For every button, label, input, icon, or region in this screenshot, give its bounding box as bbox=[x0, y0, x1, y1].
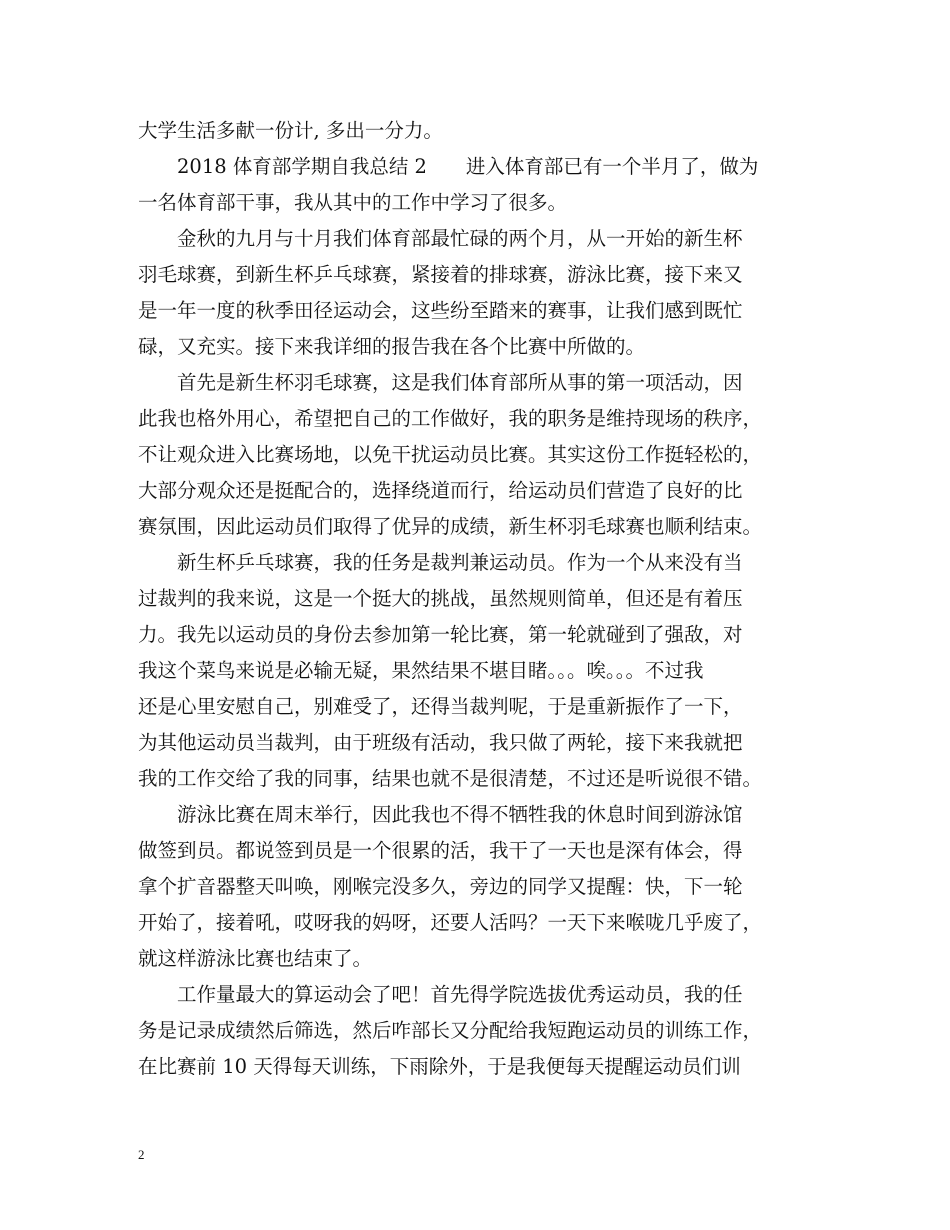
text-line: 拿个扩音器整天叫唤，刚喉完没多久，旁边的同学又提醒：快，下一轮 bbox=[138, 875, 743, 898]
text-line: 做签到员。都说签到员是一个很累的活，我干了一天也是深有体会，得 bbox=[138, 839, 743, 862]
text-line: 首先是新生杯羽毛球赛，这是我们体育部所从事的第一项活动，因 bbox=[138, 371, 743, 394]
text-line: 是一年一度的秋季田径运动会，这些纷至踏来的赛事，让我们感到既忙 bbox=[138, 299, 743, 322]
page-number: 2 bbox=[138, 1147, 145, 1162]
text-line: 工作量最大的算运动会了吧！首先得学院选拔优秀运动员，我的任 bbox=[138, 983, 743, 1006]
text-line: 还是心里安慰自己，别难受了，还得当裁判呢，于是重新振作了一下， bbox=[138, 695, 743, 718]
text-line: 赛氛围，因此运动员们取得了优异的成绩，新生杯羽毛球赛也顺利结束。 bbox=[138, 515, 763, 538]
text-line: 务是记录成绩然后筛选，然后咋部长又分配给我短跑运动员的训练工作， bbox=[138, 1019, 763, 1042]
text-line: 一名体育部干事，我从其中的工作中学习了很多。 bbox=[138, 191, 568, 214]
text-line: 羽毛球赛，到新生杯乒乓球赛，紧接着的排球赛，游泳比赛，接下来又 bbox=[138, 263, 743, 286]
text-line: 此我也格外用心，希望把自己的工作做好，我的职务是维持现场的秩序， bbox=[138, 407, 763, 430]
text-line: 在比赛前 10 天得每天训练，下雨除外，于是我便每天提醒运动员们训 bbox=[138, 1055, 741, 1078]
text-line: 大学生活多献一份计, 多出一分力。 bbox=[138, 119, 443, 142]
text-line: 碌，又充实。接下来我详细的报告我在各个比赛中所做的。 bbox=[138, 335, 646, 358]
text-line: 游泳比赛在周末举行，因此我也不得不牺牲我的休息时间到游泳馆 bbox=[138, 803, 743, 826]
text-line: 开始了，接着吼，哎呀我的妈呀，还要人活吗？一天下来喉咙几乎废了， bbox=[138, 911, 763, 934]
text-line: 大部分观众还是挺配合的，选择绕道而行，给运动员们营造了良好的比 bbox=[138, 479, 743, 502]
text-line: 2018 体育部学期自我总结 2 进入体育部已有一个半月了，做为 bbox=[138, 155, 759, 178]
text-line: 过裁判的我来说，这是一个挺大的挑战，虽然规则简单，但还是有着压 bbox=[138, 587, 743, 610]
text-line: 不让观众进入比赛场地，以免干扰运动员比赛。其实这份工作挺轻松的， bbox=[138, 443, 763, 466]
text-line: 我的工作交给了我的同事，结果也就不是很清楚，不过还是听说很不错。 bbox=[138, 767, 763, 790]
text-line: 就这样游泳比赛也结束了。 bbox=[138, 947, 373, 970]
text-line: 金秋的九月与十月我们体育部最忙碌的两个月，从一开始的新生杯 bbox=[138, 227, 743, 250]
text-line: 为其他运动员当裁判，由于班级有活动，我只做了两轮，接下来我就把 bbox=[138, 731, 743, 754]
text-line: 我这个菜鸟来说是必输无疑，果然结果不堪目睹。。。唉。。。不过我 bbox=[138, 659, 704, 682]
text-line: 力。我先以运动员的身份去参加第一轮比赛，第一轮就碰到了强敌，对 bbox=[138, 623, 743, 646]
text-line: 新生杯乒乓球赛，我的任务是裁判兼运动员。作为一个从来没有当 bbox=[138, 551, 743, 574]
